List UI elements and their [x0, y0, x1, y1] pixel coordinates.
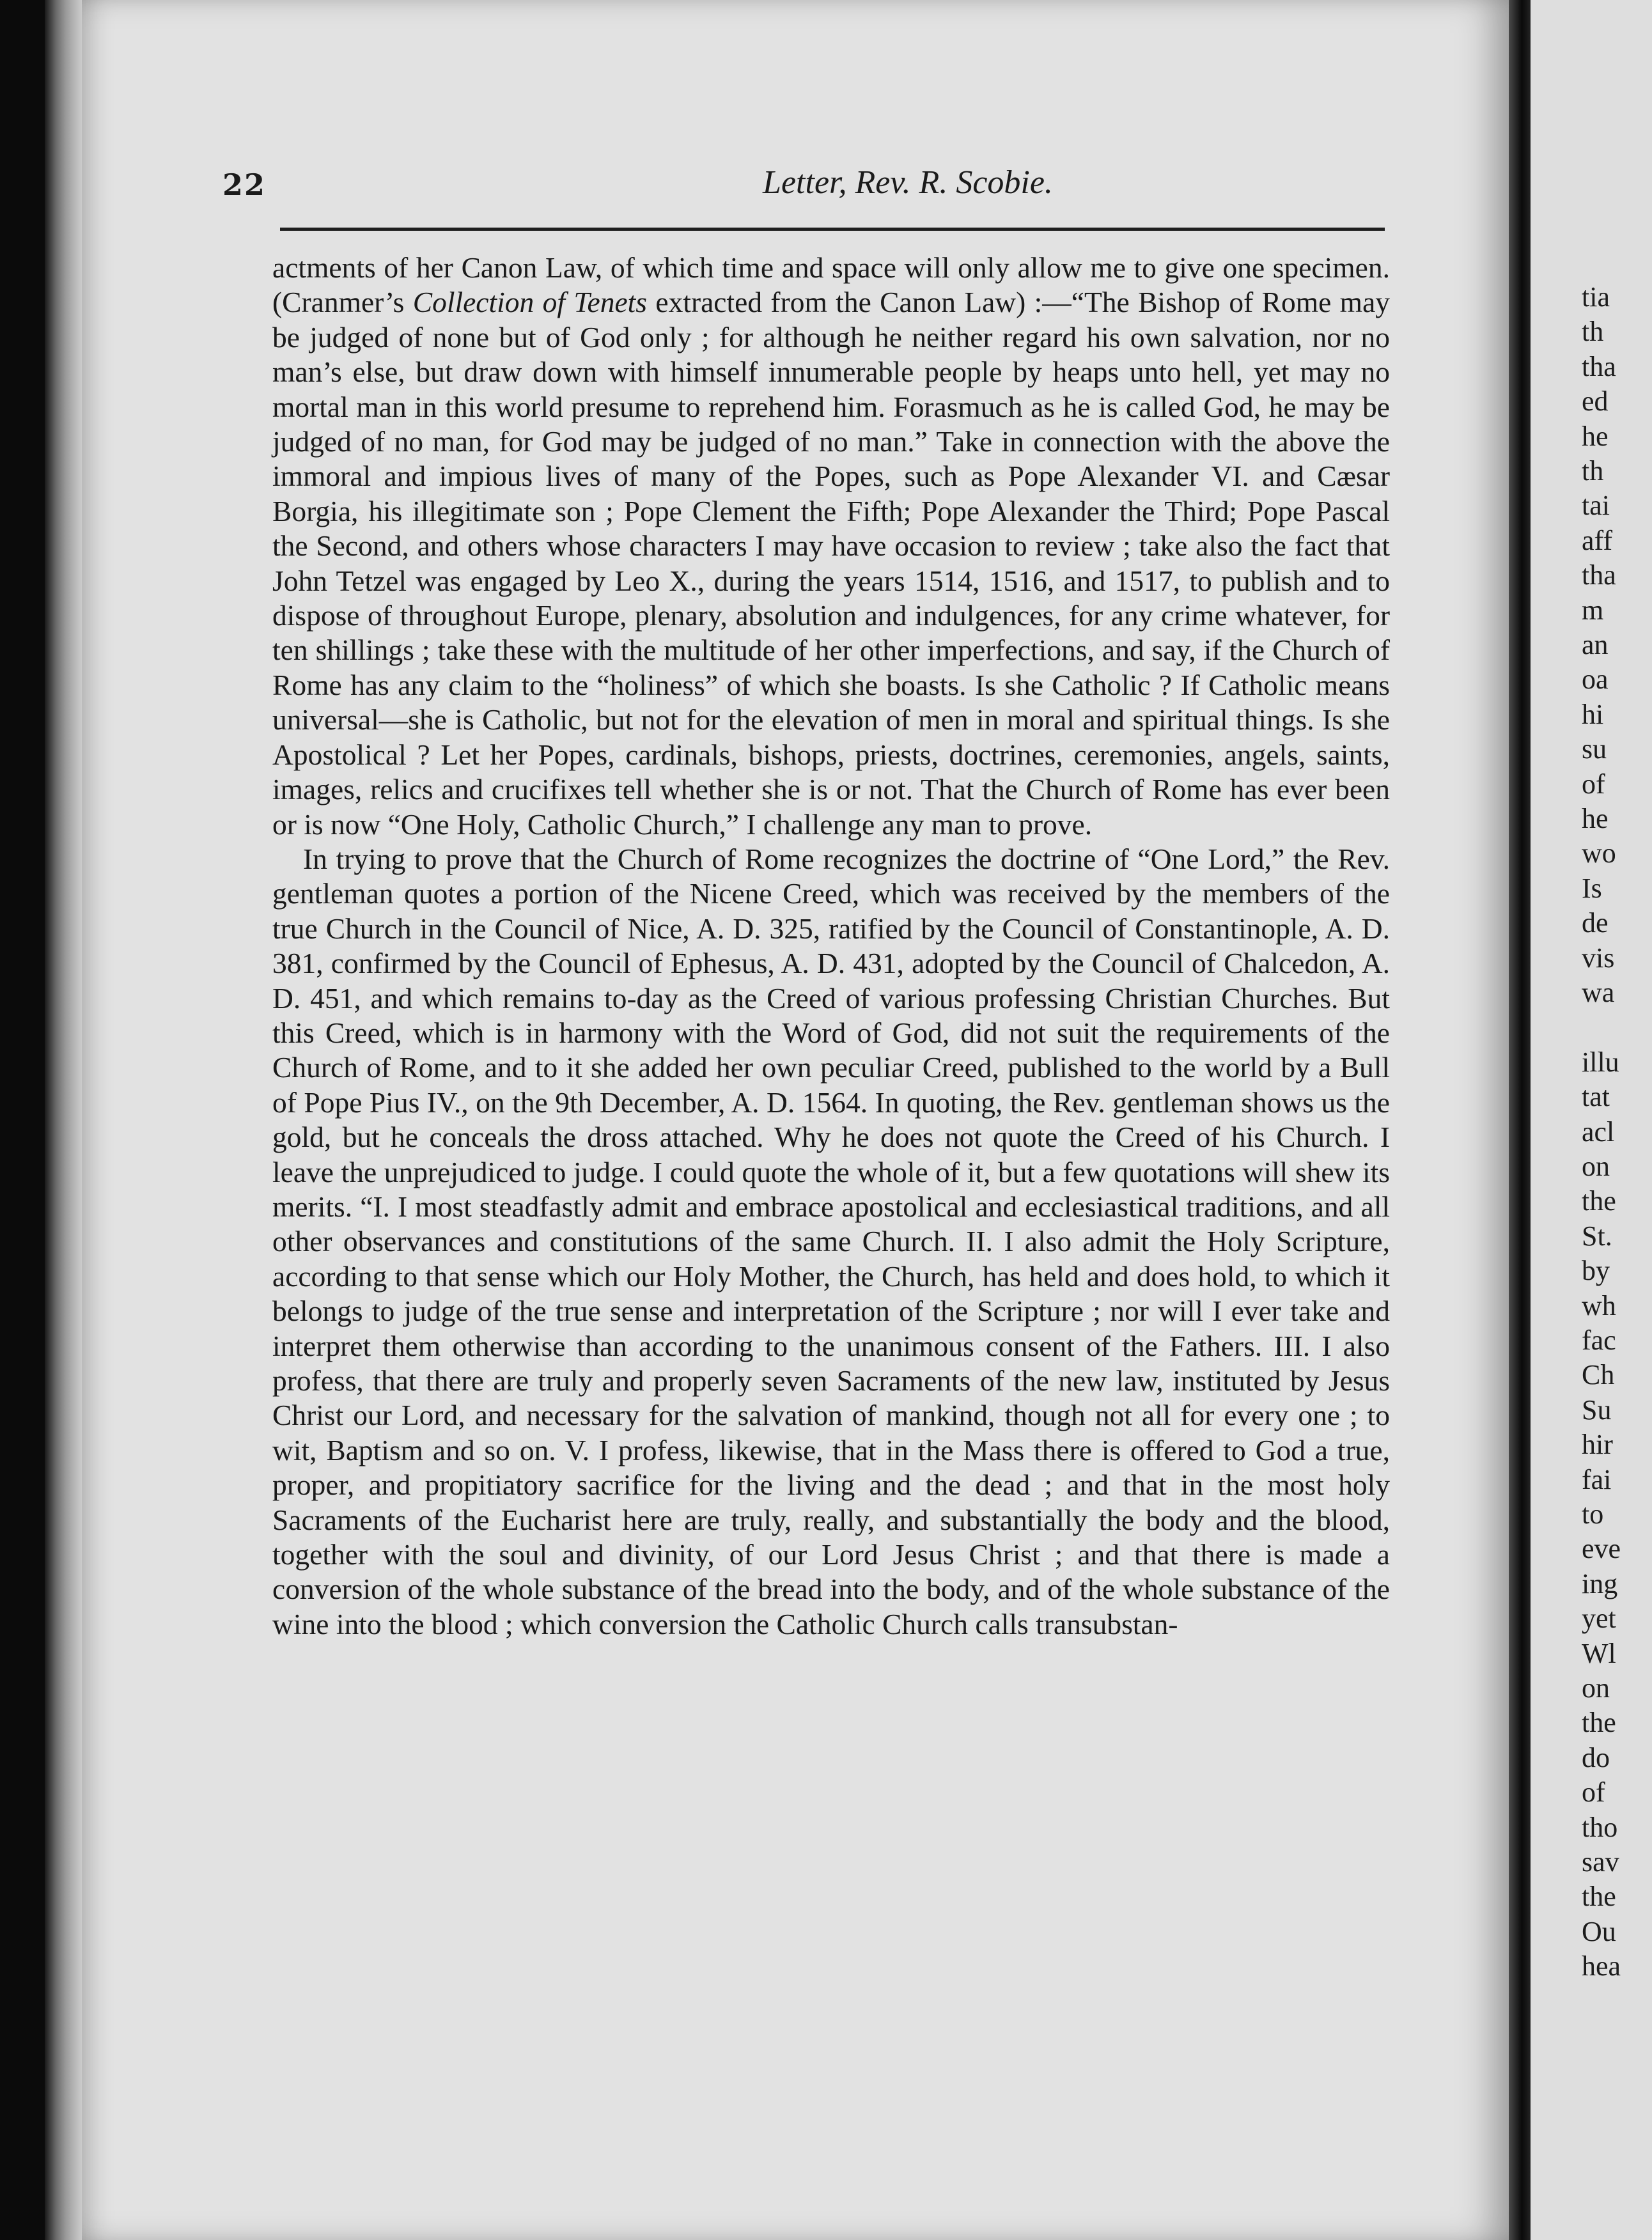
text-run: actments of her Canon Law, of which time and space will only allow me to give one specimen. (Cranmer’s: [272, 251, 1390, 319]
next-page-fragment: th: [1582, 455, 1604, 486]
next-page-fragment: ing: [1582, 1567, 1618, 1599]
next-page-fragment: ed: [1582, 385, 1609, 417]
next-page-fragment: oa: [1582, 664, 1609, 696]
next-page-fragment: to: [1582, 1498, 1604, 1530]
next-page-fragment: acl: [1582, 1116, 1615, 1147]
paragraph-1: [272, 251, 1390, 842]
text-run: extracted from the Canon Law) :—“The Bishop of Rome may be judged of none but of God only ; for although he neither regard his own salvation, nor no man’s else, but draw down with himself innumerable people by heaps unto hell, yet may no mortal man in this world presume to reprehend him. Forasmuch as he is called God, he may be judged of no man, for God may be judged of no man.” Take in connection with the above the immoral and impious lives of many of the Popes, such as Pope Alexander VI. and Cæsar Borgia, his illegitimate son ; Pope Clement the Fifth; Pope Alexander the Third; Pope Pascal the Second, and others whose characters I may have occasion to review ; take also the fact that John Tetzel was engaged by Leo X., during the years 1514, 1516, and 1517, to publish and to dispose of throughout Europe, plenary, absolution and indulgences, for any crime whatever, for ten shillings ; take these with the multitude of her other imperfections, and say, if the Church of Rome has any claim to the “holiness” of which she boasts. Is she Catholic ? If Catholic means universal—she is Catholic, but not for the elevation of men in moral and spiritual things. Is she Apostolical ? Let her Popes, cardinals, bishops, priests, doctrines, ceremonies, angels, saints, images, relics and crucifixes tell whether she is or not. That the Church of Rome has ever been or is now “One Holy, Catholic Church,” I challenge any man to prove.: [272, 286, 1391, 841]
next-page-fragment: hir: [1582, 1429, 1613, 1461]
next-page-fragment: he: [1582, 803, 1609, 834]
page-number: 22: [222, 167, 267, 202]
paragraph-2: [272, 842, 1390, 1642]
next-page-fragment: on: [1582, 1672, 1610, 1704]
next-page-fragment: tia: [1582, 281, 1610, 313]
next-page-fragment: fai: [1582, 1463, 1612, 1495]
next-page-fragment: tat: [1582, 1081, 1610, 1113]
next-page-fragment: tha: [1582, 559, 1616, 591]
next-page-fragment: eve: [1582, 1533, 1621, 1565]
next-page-fragment: Is: [1582, 872, 1602, 904]
text-run: In trying to prove that the Church of Rome recognizes the doctrine of “One Lord,” the Rev. gentleman quotes a portion of the Nicene Creed, which was received by the members of the true Church in the Council of Nice, A. D. 325, ratified by the Council of Constantinople, A. D. 381, confirmed by the Council of Ephesus, A. D. 431, adopted by the Council of Chalcedon, A. D. 451, and which remains to-day as the Creed of various professing Christian Churches. But this Creed, which is in harmony with the Word of God, did not suit the requirements of the Church of Rome, and to it she added her own peculiar Creed, published to the world by a Bull of Pope Pius IV., on the 9th December, A. D. 1564. In quoting, the Rev. gentleman shows us the gold, but he conceals the dross attached. Why he does not quote the Creed of his Church. I leave the unprejudiced to judge. I could quote the whole of it, but a few quotations will shew its merits. “I. I most steadfastly admit and embrace apostolical and ecclesiastical traditions, and all other observances and constitutions of the same Church. II. I also admit the Holy Scripture, according to that sense which our Holy Mother, the Church, has held and does hold, to which it belongs to judge of the true sense and interpretation of the Scripture ; nor will I ever take and interpret them otherwise than according to the unanimous consent of the Fathers. III. I also profess, that there are truly and properly seven Sacraments of the new law, instituted by Jesus Christ our Lord, and necessary for the salvation of mankind, though not all for every one ; to wit, Baptism and so on. V. I profess, likewise, that in the Mass there is offered to God a true, proper, and propitiatory sacrifice for the living and the dead ; and that in the most holy Sacraments of the Eucharist here are truly, really, and substantially the body and the blood, together with the soul and divinity, of our Lord Jesus Christ ; and that there is made a conversion of the whole substance of the bread into the body, and of the whole substance of the wine into the blood ; which conversion the Catholic Church calls transubstan-: [272, 842, 1390, 1640]
next-page-fragment: the: [1582, 1881, 1616, 1913]
next-page-fragment: fac: [1582, 1325, 1616, 1356]
next-page-fragment: hea: [1582, 1950, 1621, 1982]
header-rule: [280, 228, 1385, 231]
next-page-fragment: Su: [1582, 1394, 1612, 1426]
next-page-fragment: tha: [1582, 350, 1616, 382]
next-page-fragment: by: [1582, 1255, 1610, 1287]
next-page-fragment: wh: [1582, 1289, 1616, 1321]
next-page-fragment: m: [1582, 594, 1604, 626]
next-page-fragment: tho: [1582, 1811, 1618, 1843]
next-page-fragment: Ch: [1582, 1359, 1615, 1391]
next-page-fragment: yet: [1582, 1603, 1616, 1635]
next-page-fragment: wa: [1582, 977, 1615, 1008]
next-page-fragment: hi: [1582, 698, 1604, 730]
next-page-fragment: of: [1582, 768, 1605, 800]
next-page-fragment: de: [1582, 907, 1609, 939]
next-page-fragment: wo: [1582, 837, 1616, 869]
next-page-fragment: tai: [1582, 490, 1610, 522]
book-gutter: [1509, 0, 1531, 2240]
next-page-fragment: Ou: [1582, 1915, 1616, 1947]
italic-title: Collection of Tenets: [412, 286, 648, 319]
next-page-fragment: su: [1582, 733, 1607, 765]
page-stack-edge: [45, 0, 83, 2240]
next-page-fragment: do: [1582, 1741, 1610, 1773]
next-page-fragment: sav: [1582, 1846, 1619, 1878]
next-page-fragment: of: [1582, 1777, 1605, 1808]
body-text: [272, 251, 1390, 1642]
running-head: Letter, Rev. R. Scobie.: [763, 164, 1053, 201]
next-page-fragment: the: [1582, 1185, 1616, 1217]
next-page-fragment: he: [1582, 420, 1609, 452]
next-page-fragment: vis: [1582, 942, 1615, 974]
next-page-fragment: St.: [1582, 1220, 1612, 1252]
next-page-fragment: th: [1582, 316, 1604, 348]
next-page-fragment: on: [1582, 1151, 1610, 1182]
next-page-fragment: the: [1582, 1707, 1616, 1739]
next-page-fragment: aff: [1582, 524, 1613, 556]
next-page-fragment: an: [1582, 629, 1609, 660]
next-page-fragment: Wl: [1582, 1637, 1616, 1669]
next-page-fragment: illu: [1582, 1046, 1619, 1078]
book-page-right-partial: [1531, 0, 1652, 2240]
